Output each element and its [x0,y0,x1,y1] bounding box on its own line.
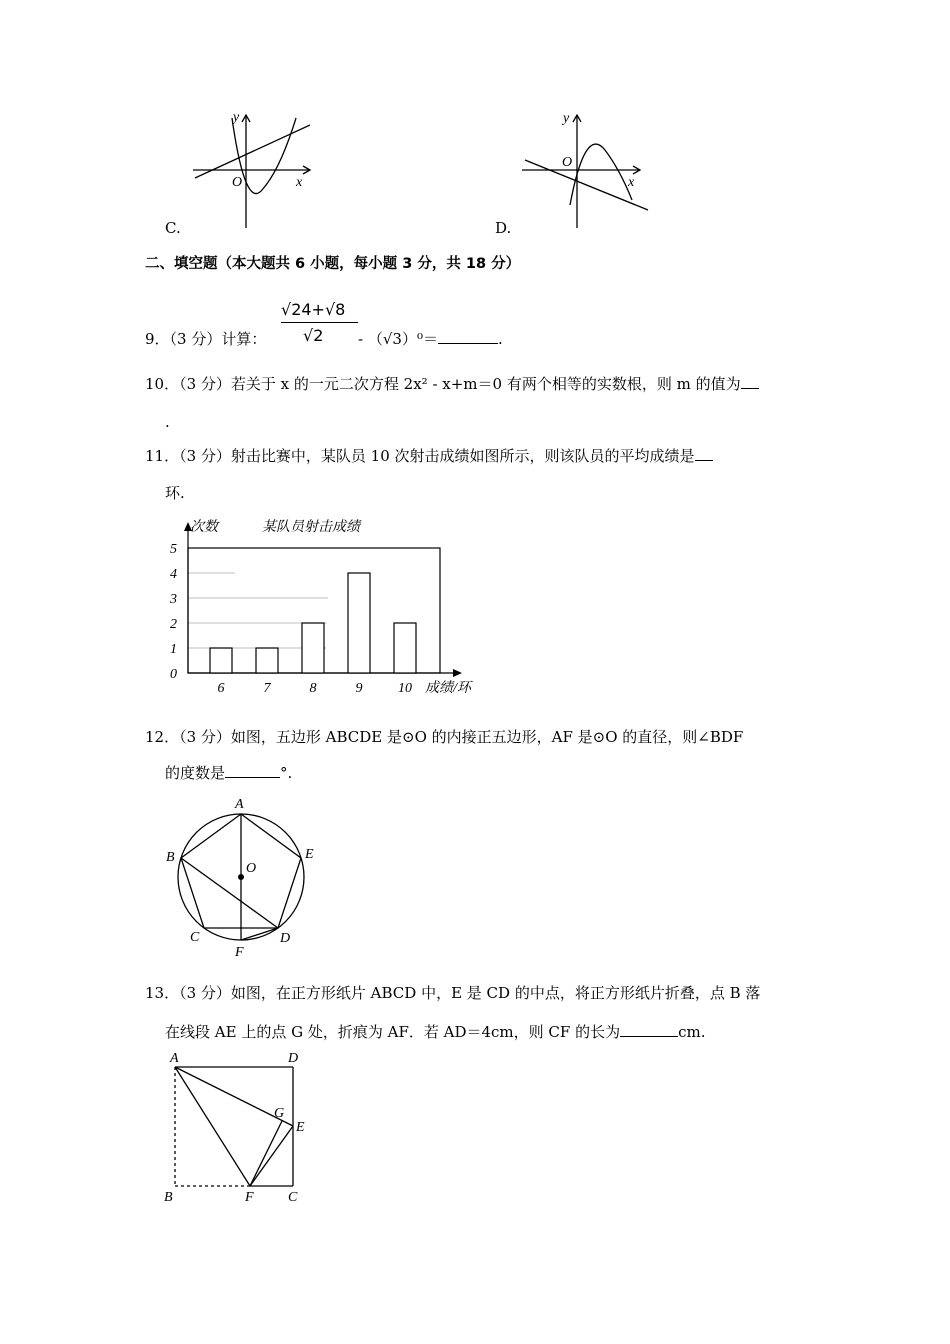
fig13-label-c: C [288,1190,298,1205]
x-tick-label: 8 [309,681,317,696]
x-axis-title: 成绩/环 [425,681,471,696]
fig13-label-f: F [245,1190,254,1205]
x-tick-label: 9 [355,681,363,696]
section-heading: 二、填空题（本大题共 6 小题，每小题 3 分，共 18 分） [145,256,521,272]
fig13-label-e: E [296,1120,305,1135]
q12-line2-b: °. [280,764,293,782]
graph-c-y-label: y [233,110,240,125]
q9-numerator: √24+√8 [281,300,346,319]
option-d-label: D. [495,219,512,237]
fig12-label-o: O [246,861,257,876]
fig13-label-d: D [288,1051,299,1066]
fig13-label-b: B [164,1190,173,1205]
graph-c-origin: O [232,175,243,190]
y-tick-label: 1 [170,642,177,657]
fig12-label-e: E [305,847,314,862]
fig12-label-b: B [166,850,175,865]
y-tick-label: 2 [170,617,177,632]
option-c-label: C. [165,219,181,237]
y-tick-label: 5 [170,542,177,557]
fig12-label-c: C [190,930,200,945]
y-axis-title: 次数 [190,520,218,535]
q13-text: 13．（3 分）如图，在正方形纸片 ABCD 中，E 是 CD 的中点，将正方形纸片折叠，点 B 落 [145,984,761,1002]
y-tick-label: 4 [170,567,177,582]
q9-rest-text: - （√3）⁰＝ [358,330,438,348]
q13-line2-b: cm. [678,1023,706,1041]
q12-text: 12．（3 分）如图，五边形 ABCDE 是⊙O 的内接正五边形，AF 是⊙O 的直径，则∠BDF [145,728,744,746]
q11-line2: 环. [165,484,185,502]
fig13-label-a: A [170,1051,179,1066]
q12-line2-a: 的度数是 [165,764,226,782]
q9-end: . [497,330,503,348]
q10-text-body: 10．（3 分）若关于 x 的一元二次方程 2x² - x+m＝0 有两个相等的实数根，则 m 的值为 [145,375,741,393]
fig13-label-g: G [274,1106,285,1121]
fig12-label-f: F [235,945,244,960]
q10-line2: . [165,413,170,431]
graph-d-y-label: y [563,111,570,126]
y-tick-label: 3 [170,592,177,607]
q13-line2-a: 在线段 AE 上的点 G 处，折痕为 AF．若 AD＝4cm，则 CF 的长为 [165,1023,621,1041]
graph-c-x-label: x [296,175,303,190]
chart-title: 某队员射击成绩 [262,520,360,535]
q9-denominator: √2 [303,326,324,345]
x-tick-label: 6 [217,681,225,696]
graph-d-x-label: x [628,175,635,190]
q9-prefix: 9．（3 分）计算： [145,330,267,348]
y-tick-label: 0 [170,667,177,682]
fig12-label-d: D [280,931,291,946]
x-tick-label: 7 [263,681,271,696]
x-tick-label: 10 [398,681,412,696]
q11-text-body: 11．（3 分）射击比赛中，某队员 10 次射击成绩如图所示，则该队员的平均成绩是 [145,447,695,465]
fig12-label-a: A [235,797,244,812]
graph-d-origin: O [562,155,573,170]
